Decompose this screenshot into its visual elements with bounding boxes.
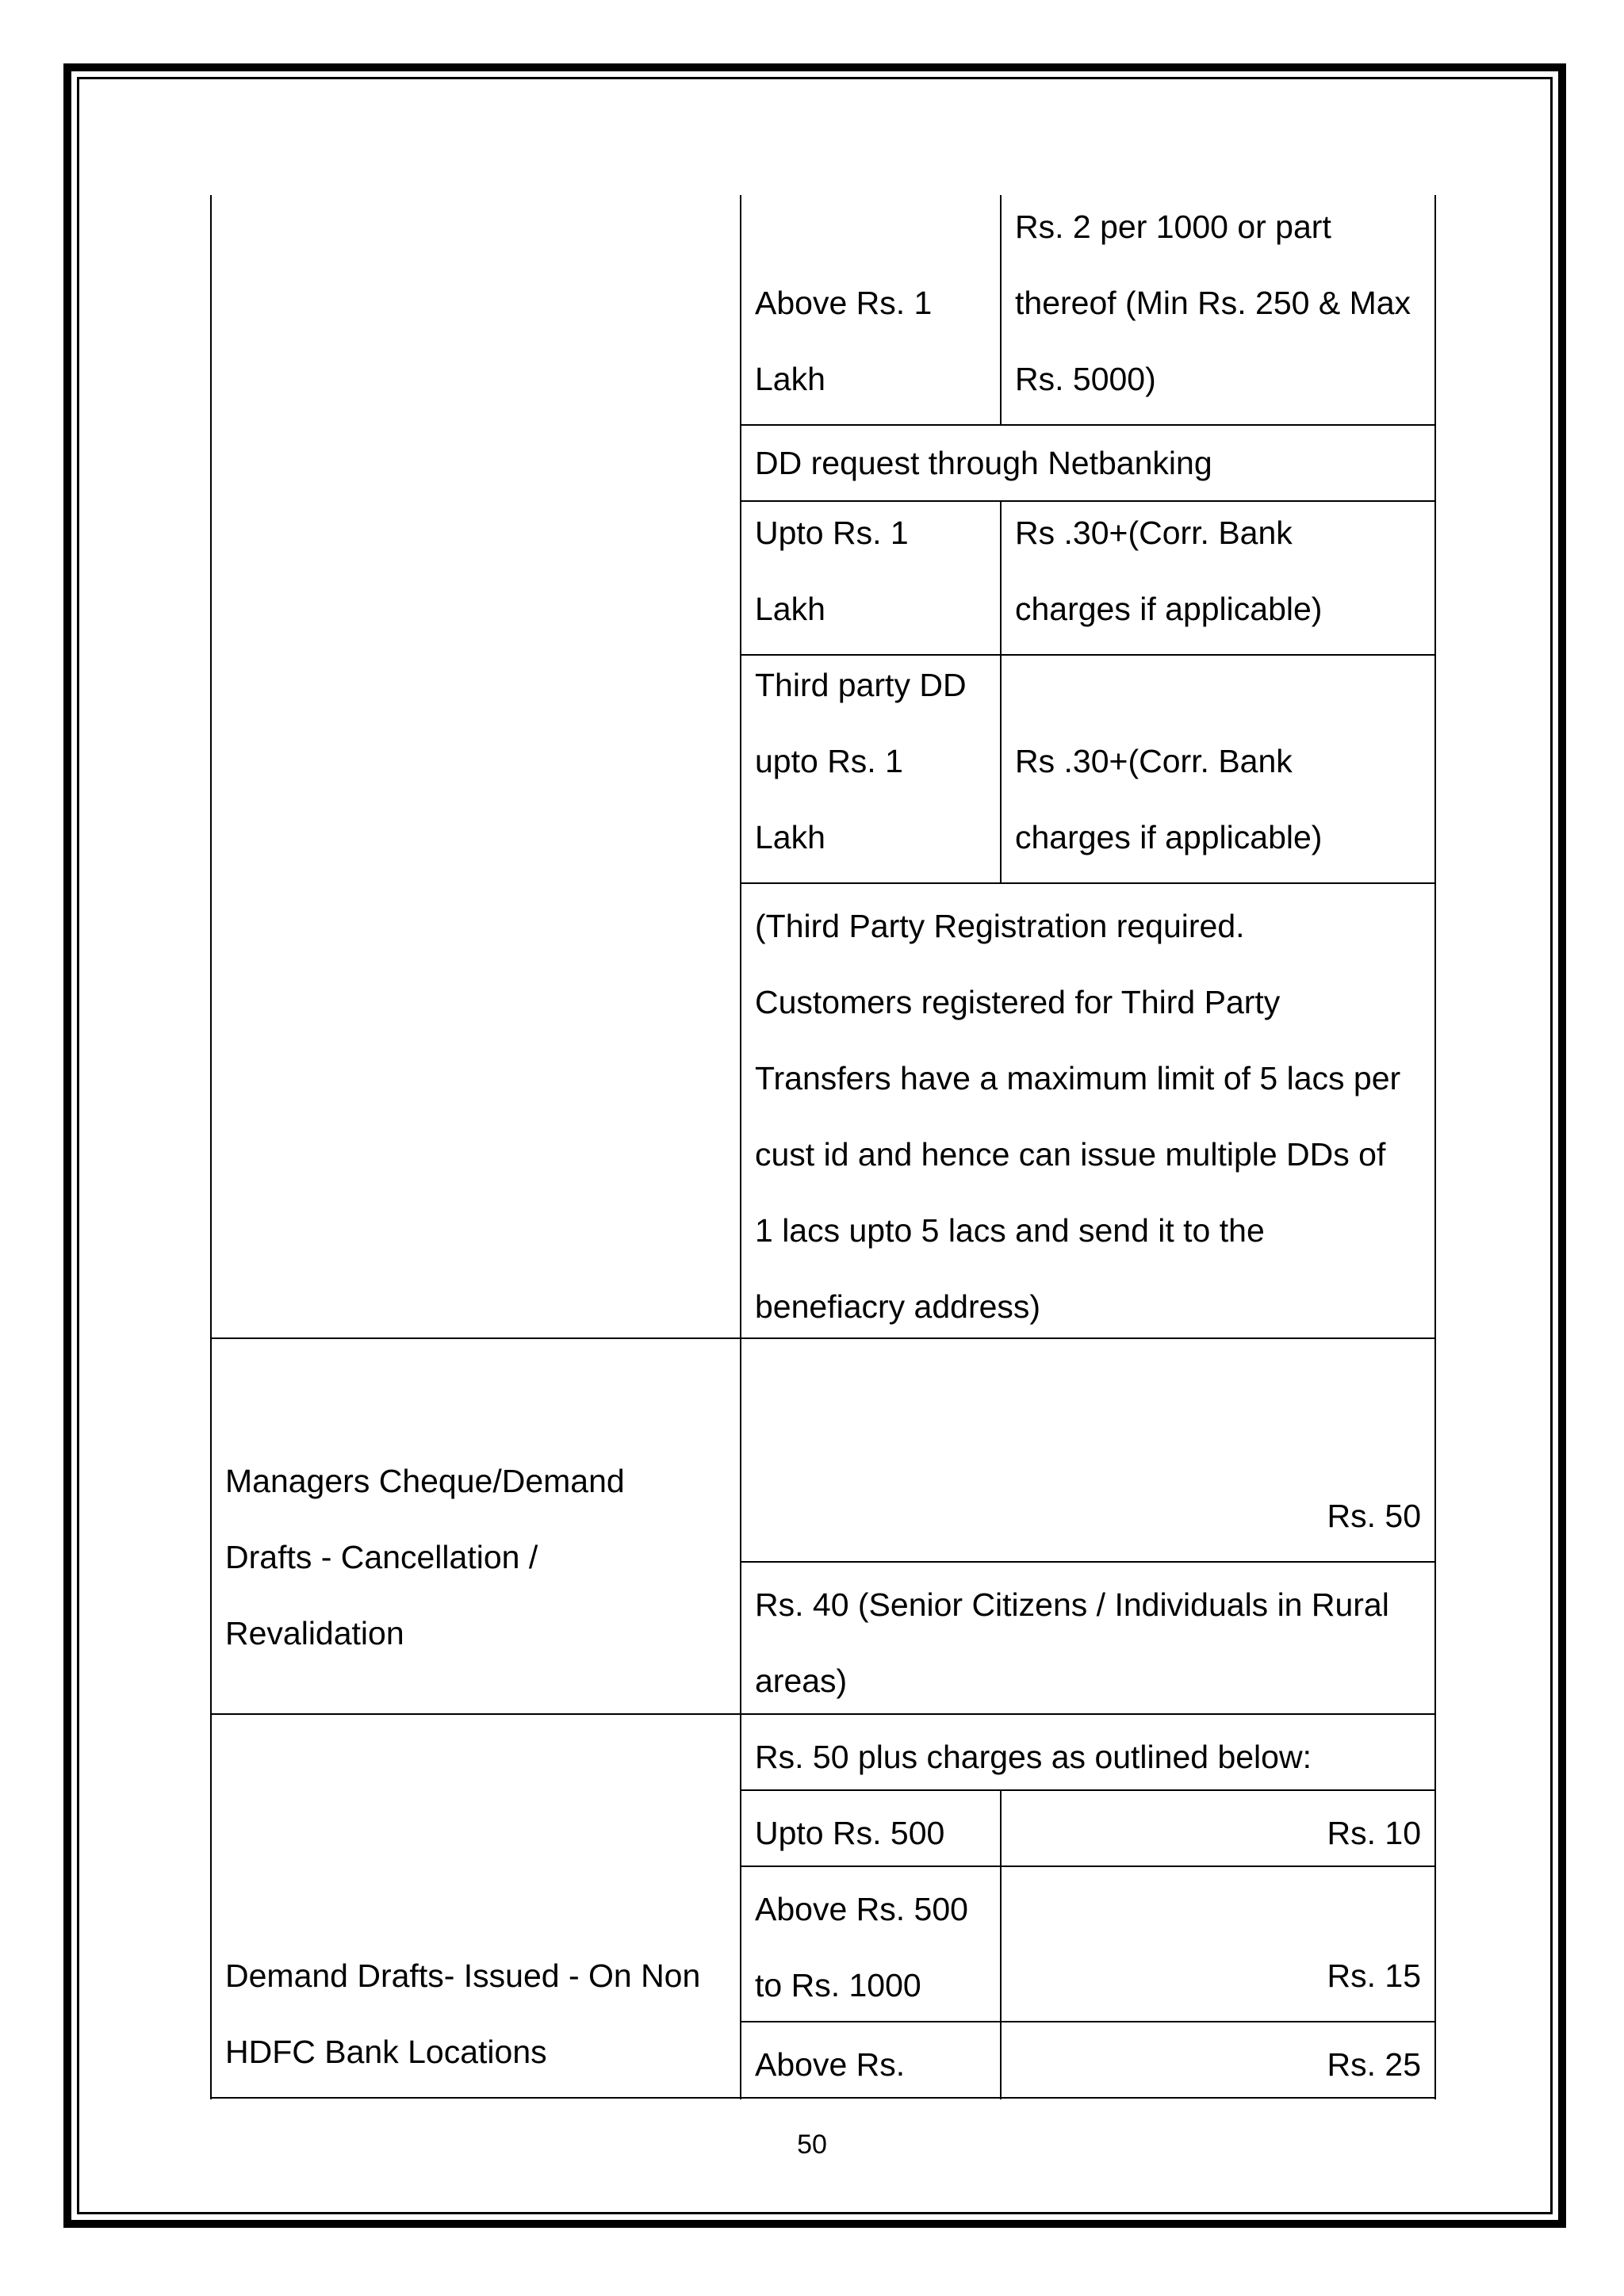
table-row-label: Demand Drafts- Issued - On Non HDFC Bank Locations [225, 1957, 701, 2070]
table-border [740, 2021, 1436, 2022]
table-border [740, 654, 1436, 656]
table-cell-range: Above Rs. 500 to Rs. 1000 [755, 1891, 968, 2003]
table-border [740, 500, 1436, 502]
table-cell-range: Upto Rs. 1 Lakh [755, 515, 909, 627]
table-border [740, 882, 1436, 884]
table-border [740, 195, 741, 2099]
table-border [1000, 195, 1002, 425]
table-border [1000, 501, 1002, 883]
table-cell-charge: Rs. 50 [1327, 1498, 1421, 1534]
table-border [740, 1789, 1436, 1791]
table-cell-range: Above Rs. [755, 2046, 906, 2083]
table-cell-charge: Rs .30+(Corr. Bank charges if applicable) [1015, 743, 1323, 855]
table-border [1000, 1790, 1002, 2099]
table-section-heading: DD request through Netbanking [755, 445, 1212, 481]
table-border [740, 424, 1436, 426]
table-border [210, 2097, 1436, 2099]
table-note: (Third Party Registration required. Customers registered for Third Party Transfers have a maximum limit of 5 lacs per cust id and hence can issue multiple DDs of 1 lacs upto 5 lacs and send it to the benefiacry address) [755, 908, 1401, 1325]
table-cell-range: Above Rs. 1 Lakh [755, 285, 933, 397]
table-cell-charge: Rs. 15 [1327, 1957, 1421, 1994]
table-cell-charge: Rs. 40 (Senior Citizens / Individuals in Rural areas) [755, 1586, 1389, 1699]
table-border [740, 1866, 1436, 1867]
table-border [1434, 195, 1436, 2099]
table-border [210, 1713, 1436, 1715]
table-cell-charge: Rs. 10 [1327, 1815, 1421, 1851]
table-cell-range: Upto Rs. 500 [755, 1815, 945, 1851]
table-border [210, 195, 212, 2099]
table-section-heading: Rs. 50 plus charges as outlined below: [755, 1739, 1312, 1775]
table-cell-range: Third party DD upto Rs. 1 Lakh [755, 667, 967, 855]
table-cell-charge: Rs. 25 [1327, 2046, 1421, 2083]
table-row-label: Managers Cheque/Demand Drafts - Cancellation / Revalidation [225, 1463, 625, 1651]
table-cell-charge: Rs .30+(Corr. Bank charges if applicable) [1015, 515, 1323, 627]
table-border [210, 1337, 1436, 1339]
table-cell-charge: Rs. 2 per 1000 or part thereof (Min Rs. 250 & Max Rs. 5000) [1015, 209, 1411, 397]
page-number: 50 [797, 2130, 827, 2160]
table-border [740, 1561, 1436, 1563]
